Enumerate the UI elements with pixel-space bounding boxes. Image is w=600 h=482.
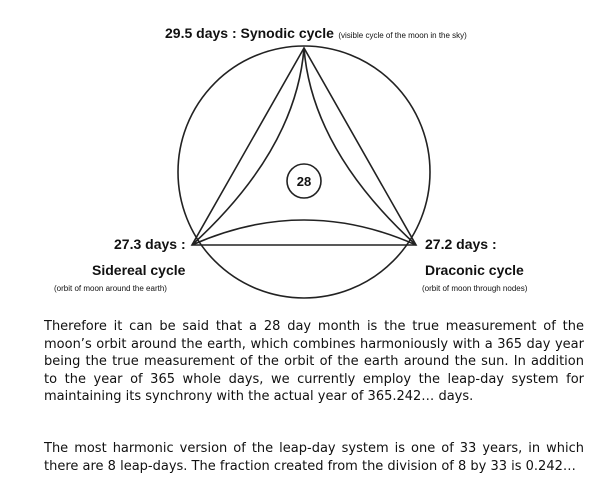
center-number: 28 <box>296 174 312 189</box>
sidereal-note: (orbit of moon around the earth) <box>54 284 167 293</box>
synodic-value: 29.5 days : Synodic cycle <box>165 25 334 41</box>
inner-curved-triangle <box>192 48 416 245</box>
sidereal-name: Sidereal cycle <box>92 262 186 278</box>
draconic-value: 27.2 days : <box>425 236 497 252</box>
draconic-note: (orbit of moon through nodes) <box>422 284 528 293</box>
draconic-name: Draconic cycle <box>425 262 524 278</box>
synodic-note: (visible cycle of the moon in the sky) <box>338 31 467 40</box>
synodic-label <box>165 25 467 43</box>
body-paragraph-2: The most harmonic version of the leap-day system is one of 33 years, in which there are 8 leap-days. The fraction created from the division of 8 by 33 is 0.242… <box>44 441 584 474</box>
sidereal-value: 27.3 days : <box>114 236 186 252</box>
outer-triangle <box>192 48 416 245</box>
body-paragraph-1: Therefore it can be said that a 28 day month is the true measurement of the moon’s orbit around the earth, which combines harmoniously with a 365 day year being the true measurement of the orbit of the earth around the sun. In addition to the year of 365 whole days, we currently employ the leap-day system for maintaining its synchrony with the actual year of 365.242… days. <box>44 319 584 404</box>
